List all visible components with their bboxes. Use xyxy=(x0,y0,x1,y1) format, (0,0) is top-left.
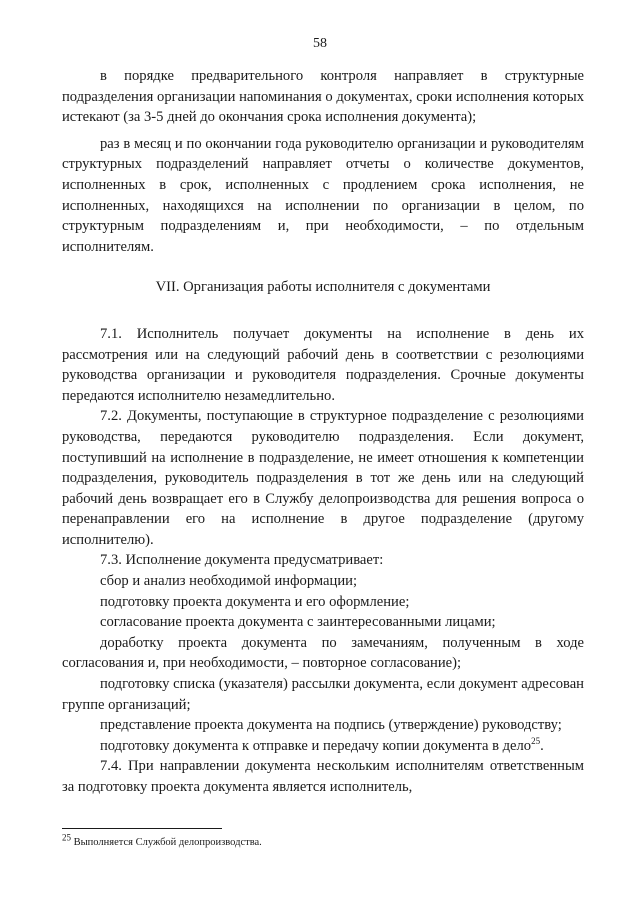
paragraph: 7.2. Документы, поступающие в структурное подразделение с резолюциями руководства, передаются руководителю подразделения. Если документ, поступивший на исполнение в подразделение, не имеет отношения к компетенции подразделения, руководитель подразделения в тот же день или на следующий рабочий день возвращает его в Службу делопроизводства для решения вопроса о перенаправлении его на исполнение в другое подразделение (другому исполнителю). xyxy=(62,408,584,548)
paragraph: 7.3. Исполнение документа предусматривает: xyxy=(100,552,384,569)
list-item: доработку проекта документа по замечаниям, полученным в ходе согласования и, при необходимости, – повторное согласование); xyxy=(62,634,584,672)
list-item: представление проекта документа на подпись (утверждение) руководству; xyxy=(100,717,562,734)
footnote-divider xyxy=(62,828,222,829)
list-item: подготовку списка (указателя) рассылки документа, если документ адресован группе организаций; xyxy=(62,676,584,713)
paragraph: в порядке предварительного контроля направляет в структурные подразделения организации напоминания о документах, сроки исполнения которых истекают (за 3-5 дней до окончания срока исполнения документа); xyxy=(62,68,584,126)
list-item: согласование проекта документа с заинтересованными лицами; xyxy=(100,614,496,631)
page-number: 58 xyxy=(313,36,327,51)
list-item-end: . xyxy=(540,737,544,754)
footnote-ref: 25 xyxy=(531,735,541,746)
paragraph: 7.4. При направлении документа нескольким исполнителям ответственным за подготовку проекта документа является исполнитель, xyxy=(62,758,584,795)
list-item: сбор и анализ необходимой информации; xyxy=(100,573,358,590)
list-item-text: подготовку документа к отправке и передачу копии документа в дело xyxy=(100,737,532,754)
paragraph: раз в месяц и по окончании года руководителю организации и руководителям структурных подразделений направляет отчеты о количестве документов, исполненных в срок, исполненных с продлением срока исполнения, не исполненных, находящихся на исполнении по организации в целом, по структурным подразделениям и, при необходимости, – по отдельным исполнителям. xyxy=(62,135,584,255)
footnote-number: 25 xyxy=(62,832,71,843)
footnote-text: Выполняется Службой делопроизводства. xyxy=(71,837,262,848)
section-heading: VII. Организация работы исполнителя с документами xyxy=(155,279,491,296)
document-body xyxy=(62,66,584,798)
footnote xyxy=(62,832,584,850)
list-item-footnoted xyxy=(62,736,584,757)
list-item: подготовку проекта документа и его оформление; xyxy=(100,593,410,610)
paragraph: 7.1. Исполнитель получает документы на исполнение в день их рассмотрения или на следующий рабочий день в соответствии с резолюциями руководства организации и руководителя подразделения. Срочные документы передаются исполнителю незамедлительно. xyxy=(62,325,584,404)
